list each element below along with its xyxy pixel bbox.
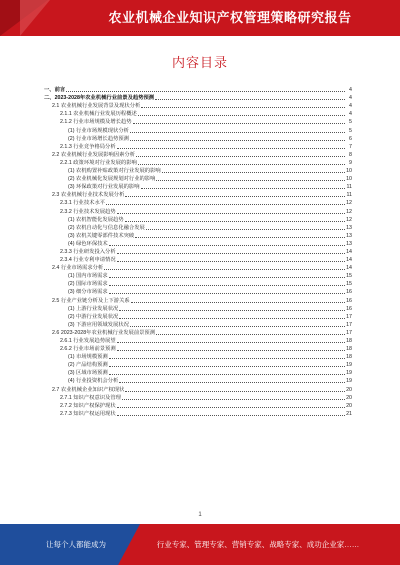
toc-entry-label: (2) 国际市场需求	[68, 281, 108, 288]
toc-entry[interactable]	[44, 224, 352, 232]
toc-entry-label: 2.7.3 知识产权运用现状	[60, 410, 116, 417]
toc-entry[interactable]	[44, 216, 352, 224]
toc-leader-dots	[125, 391, 345, 392]
toc-entry-label: 2.3.2 行业技术发展趋势	[60, 208, 116, 215]
table-of-contents	[44, 86, 352, 418]
toc-heading: 内容目录	[171, 55, 228, 70]
toc-entry-page: 10	[346, 176, 352, 183]
toc-entry[interactable]	[44, 313, 352, 321]
toc-leader-dots	[117, 253, 345, 254]
toc-entry[interactable]	[44, 385, 352, 393]
toc-entry-page: 6	[349, 135, 352, 142]
toc-entry[interactable]	[44, 369, 352, 377]
toc-entry-page: 13	[346, 224, 352, 231]
toc-entry[interactable]	[44, 402, 352, 410]
toc-entry-page: 14	[346, 248, 352, 255]
toc-entry[interactable]	[44, 110, 352, 118]
toc-leader-dots	[156, 334, 345, 335]
toc-entry-label: 2.3.1 行业技术水平	[60, 200, 106, 207]
toc-entry-page: 8	[349, 151, 352, 158]
toc-leader-dots	[66, 91, 345, 92]
toc-leader-dots	[133, 123, 345, 124]
toc-entry[interactable]	[44, 361, 352, 369]
toc-entry-label: (3) 环保政策对行业发展的影响	[68, 184, 140, 191]
toc-entry-label: (3) 区域市场预测	[68, 370, 108, 377]
toc-entry-page: 13	[346, 240, 352, 247]
toc-entry-label: 2.2.1 政策环境对行业发展的影响	[60, 159, 137, 166]
toc-entry-page: 4	[349, 87, 352, 94]
toc-leader-dots	[119, 382, 345, 383]
toc-entry[interactable]	[44, 288, 352, 296]
toc-entry-label: (2) 农业机械化发展规划对行业的影响	[68, 176, 156, 183]
toc-entry-page: 11	[346, 184, 352, 191]
toc-entry-page: 19	[346, 362, 352, 369]
header-banner	[0, 0, 400, 36]
toc-entry-label: (1) 上游行业发展状况	[68, 305, 119, 312]
toc-entry-page: 20	[346, 386, 352, 393]
toc-entry-page: 17	[346, 313, 352, 320]
toc-entry[interactable]	[44, 240, 352, 248]
toc-entry[interactable]	[44, 143, 352, 151]
toc-leader-dots	[109, 277, 345, 278]
toc-leader-dots	[135, 237, 345, 238]
toc-entry-label: 2.4 行业市场需求分析	[52, 265, 104, 272]
toc-entry-page: 12	[346, 208, 352, 215]
toc-entry[interactable]	[44, 394, 352, 402]
toc-entry-page: 15	[346, 273, 352, 280]
footer-tagline: 行业专家、管理专家、营销专家、战略专家、成功企业家……	[156, 540, 360, 549]
toc-entry-page: 7	[349, 143, 352, 150]
footer-banner	[0, 524, 400, 565]
toc-entry-page: 12	[346, 216, 352, 223]
toc-entry[interactable]	[44, 410, 352, 418]
toc-entry-label: 2.1.1 农业机械行业发展历程概述	[60, 111, 137, 118]
toc-entry-label: (3) 下游应用领域发展状况	[68, 321, 129, 328]
toc-entry[interactable]	[44, 167, 352, 175]
toc-entry-page: 16	[346, 305, 352, 312]
toc-leader-dots	[130, 326, 345, 327]
toc-entry-page: 20	[346, 402, 352, 409]
toc-leader-dots	[104, 269, 345, 270]
toc-entry[interactable]	[44, 118, 352, 126]
toc-leader-dots	[125, 221, 345, 222]
toc-leader-dots	[109, 285, 345, 286]
toc-entry[interactable]	[44, 94, 352, 102]
toc-entry[interactable]	[44, 264, 352, 272]
toc-entry[interactable]	[44, 232, 352, 240]
toc-entry-label: (4) 绿色环保技术	[68, 240, 108, 247]
toc-entry[interactable]	[44, 126, 352, 134]
toc-entry-label: 2.7.1 知识产权意识及管理	[60, 394, 121, 401]
toc-entry-page: 18	[346, 346, 352, 353]
toc-leader-dots	[117, 407, 345, 408]
toc-entry[interactable]	[44, 280, 352, 288]
toc-entry-label: (1) 农机购置补贴政策对行业发展的影响	[68, 168, 161, 175]
toc-entry-label: 2.6.2 行业市场前景预测	[60, 346, 116, 353]
toc-entry-page: 4	[349, 95, 352, 102]
toc-entry-page: 18	[346, 354, 352, 361]
toc-entry-page: 17	[346, 321, 352, 328]
toc-leader-dots	[117, 350, 345, 351]
toc-entry-label: 一、前言	[44, 87, 66, 94]
toc-leader-dots	[109, 358, 345, 359]
toc-entry-page: 16	[346, 297, 352, 304]
toc-entry-page: 5	[349, 119, 352, 126]
toc-entry-page: 18	[346, 338, 352, 344]
header-decoration-light	[20, 0, 50, 36]
toc-entry-label: (1) 国内市场需求	[68, 273, 108, 280]
toc-leader-dots	[130, 132, 345, 133]
toc-entry-label: 2.3 农业机械行业技术发展分析	[52, 192, 125, 199]
toc-entry[interactable]	[44, 183, 352, 191]
toc-entry-label: (4) 行业投资机会分析	[68, 378, 119, 385]
toc-entry-page: 16	[346, 289, 352, 296]
toc-entry[interactable]	[44, 207, 352, 215]
toc-entry-label: (3) 细分市场需求	[68, 289, 108, 296]
toc-entry-page: 19	[346, 378, 352, 385]
toc-entry[interactable]	[44, 345, 352, 353]
toc-entry[interactable]	[44, 159, 352, 167]
toc-entry[interactable]	[44, 191, 352, 199]
toc-entry-label: (3) 农机关键零部件技术突破	[68, 232, 135, 239]
toc-leader-dots	[136, 156, 345, 157]
toc-entry-page: 14	[346, 265, 352, 272]
toc-entry-label: (1) 行业市场规模现状分析	[68, 127, 129, 134]
toc-entry-page: 11	[346, 192, 352, 199]
toc-entry-label: 2.3.3 行业研发投入分析	[60, 248, 116, 255]
toc-leader-dots	[162, 172, 345, 173]
toc-leader-dots	[125, 196, 345, 197]
toc-entry[interactable]	[44, 329, 352, 337]
toc-entry-label: 2.3.4 行业专利申请情况	[60, 257, 116, 264]
toc-entry-label: (1) 农机智能化发展趋势	[68, 216, 124, 223]
toc-leader-dots	[155, 99, 345, 100]
toc-entry-label: 2.7 农业机械企业知识产权现状	[52, 386, 125, 393]
toc-leader-dots	[141, 188, 345, 189]
toc-entry-label: (2) 农机自动化与信息化融合发展	[68, 224, 145, 231]
toc-entry-label: 二、2023-2028年农业机械行业前景及趋势预测	[44, 95, 155, 102]
page-number: 1	[198, 512, 202, 518]
toc-leader-dots	[156, 180, 345, 181]
toc-entry-page: 21	[346, 410, 352, 417]
toc-entry[interactable]	[44, 305, 352, 313]
toc-entry-label: 2.5 行业产业链分析及上下游关系	[52, 297, 130, 304]
toc-entry-page: 4	[349, 111, 352, 118]
toc-entry-label: 2.2 农业机械行业发展影响因素分析	[52, 151, 135, 158]
toc-entry[interactable]	[44, 296, 352, 304]
toc-entry-label: (1) 市场规模预测	[68, 354, 108, 361]
toc-leader-dots	[119, 318, 345, 319]
toc-entry[interactable]	[44, 151, 352, 159]
toc-leader-dots	[109, 245, 345, 246]
toc-entry-page: 14	[346, 257, 352, 264]
toc-entry-label: 2.1 农业机械行业发展背景及现状分析	[52, 103, 141, 110]
toc-entry[interactable]	[44, 256, 352, 264]
toc-leader-dots	[141, 107, 345, 108]
footer-slogan: 让每个人都能成为	[46, 540, 106, 549]
toc-leader-dots	[138, 164, 345, 165]
toc-leader-dots	[109, 293, 345, 294]
toc-entry[interactable]	[44, 353, 352, 361]
toc-entry[interactable]	[44, 102, 352, 110]
toc-entry-page: 19	[346, 370, 352, 377]
toc-entry[interactable]	[44, 86, 352, 94]
toc-leader-dots	[117, 415, 345, 416]
toc-leader-dots	[117, 342, 345, 343]
toc-entry-label: 2.1.2 行业市场规模及增长趋势	[60, 119, 132, 126]
toc-entry[interactable]	[44, 175, 352, 183]
toc-leader-dots	[109, 374, 345, 375]
toc-leader-dots	[130, 140, 345, 141]
toc-entry-page: 15	[346, 281, 352, 288]
toc-entry-label: (2) 中游行业发展状况	[68, 313, 119, 320]
toc-leader-dots	[106, 204, 345, 205]
toc-leader-dots	[109, 366, 345, 367]
toc-entry-label: 2.7.2 知识产权保护现状	[60, 402, 116, 409]
toc-leader-dots	[138, 115, 345, 116]
toc-leader-dots	[146, 229, 345, 230]
toc-leader-dots	[117, 213, 345, 214]
toc-entry[interactable]	[44, 272, 352, 280]
toc-entry-label: 2.6 2023-2028年农业机械行业发展前景预测	[52, 329, 156, 336]
toc-entry-page: 17	[346, 329, 352, 336]
report-title: 农业机械企业知识产权管理策略研究报告	[108, 10, 352, 25]
toc-entry-page: 5	[349, 127, 352, 134]
toc-entry[interactable]	[44, 337, 352, 345]
toc-entry-label: (2) 产品结构预测	[68, 362, 108, 369]
toc-leader-dots	[122, 399, 345, 400]
toc-entry-label: 2.6.1 行业发展趋势展望	[60, 338, 116, 344]
toc-leader-dots	[117, 148, 345, 149]
toc-entry[interactable]	[44, 135, 352, 143]
toc-leader-dots	[131, 302, 345, 303]
toc-entry[interactable]	[44, 248, 352, 256]
toc-entry-label: (2) 行业市场增长趋势预测	[68, 135, 129, 142]
toc-entry-page: 9	[349, 159, 352, 166]
toc-entry-page: 12	[346, 200, 352, 207]
toc-entry-page: 4	[349, 103, 352, 110]
toc-entry[interactable]	[44, 377, 352, 385]
toc-leader-dots	[117, 261, 345, 262]
toc-entry-page: 13	[346, 232, 352, 239]
toc-entry-page: 10	[346, 168, 352, 175]
toc-entry[interactable]	[44, 321, 352, 329]
toc-entry[interactable]	[44, 199, 352, 207]
toc-leader-dots	[119, 310, 345, 311]
toc-entry-label: 2.1.3 行业竞争格局分析	[60, 143, 116, 150]
toc-entry-page: 20	[346, 394, 352, 401]
